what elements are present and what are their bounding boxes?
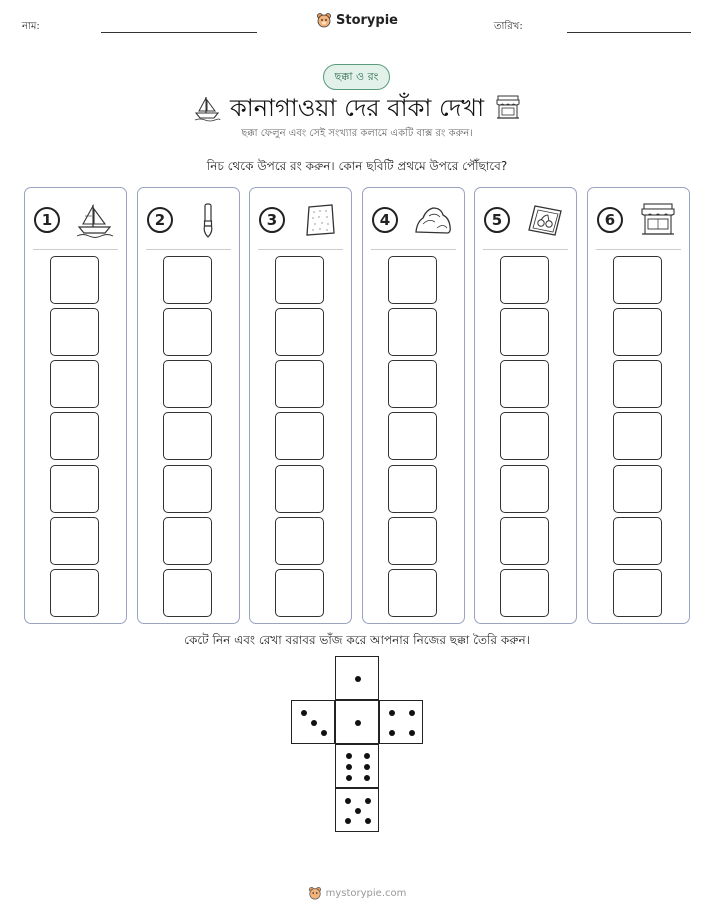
color-box[interactable] <box>500 412 549 460</box>
column-divider <box>146 249 231 250</box>
dice-pip <box>355 808 361 814</box>
brand-name: Storypie <box>336 12 398 28</box>
color-box[interactable] <box>163 360 212 408</box>
column-number: 1 <box>34 207 60 233</box>
column-header <box>34 205 70 235</box>
page-title: কানাগাওয়া দের বাঁকা দেখা <box>229 94 485 122</box>
name-line[interactable] <box>101 32 257 33</box>
dice-pip <box>346 753 352 759</box>
column-header <box>597 205 633 235</box>
column-number: 2 <box>147 207 173 233</box>
column-6 <box>587 187 690 624</box>
column-4 <box>362 187 465 624</box>
instruction-text: নিচ থেকে উপরে রং করুন। কোন ছবিটি প্রথমে উপরে পৌঁছাবে? <box>206 159 508 173</box>
dice-pip <box>345 818 351 824</box>
color-box[interactable] <box>388 412 437 460</box>
dice-pip <box>301 710 307 716</box>
column-header <box>372 205 408 235</box>
bear-icon <box>316 12 332 28</box>
color-box[interactable] <box>163 412 212 460</box>
column-3 <box>249 187 352 624</box>
color-box[interactable] <box>50 412 99 460</box>
color-box[interactable] <box>388 465 437 513</box>
color-box[interactable] <box>275 517 324 565</box>
color-box[interactable] <box>50 256 99 304</box>
column-number: 5 <box>484 207 510 233</box>
color-box[interactable] <box>500 517 549 565</box>
dice-pip <box>409 730 415 736</box>
dice-face <box>335 700 379 744</box>
color-box[interactable] <box>50 465 99 513</box>
dice-pip <box>355 720 361 726</box>
dice-pip <box>346 775 352 781</box>
footer-url[interactable]: mystorypie.com <box>325 887 407 899</box>
boat-icon <box>75 202 115 238</box>
footer <box>0 886 714 900</box>
dice-pip <box>389 710 395 716</box>
page-subtitle: ছক্কা ফেলুন এবং সেই সংখ্যার কলামে একটি বাক্স রং করুন। <box>241 128 473 139</box>
color-box[interactable] <box>500 256 549 304</box>
dice-pip <box>365 798 371 804</box>
column-header <box>259 205 295 235</box>
cherry-box-icon <box>525 202 565 238</box>
dice-pip <box>409 710 415 716</box>
dice-pip <box>311 720 317 726</box>
paper-icon <box>300 202 340 238</box>
color-box[interactable] <box>500 308 549 356</box>
color-box[interactable] <box>275 412 324 460</box>
color-box[interactable] <box>50 308 99 356</box>
color-box[interactable] <box>50 569 99 617</box>
shop-icon <box>494 93 522 121</box>
column-number: 3 <box>259 207 285 233</box>
dice-face <box>379 700 423 744</box>
column-number: 4 <box>372 207 398 233</box>
date-line[interactable] <box>567 32 691 33</box>
color-box[interactable] <box>275 569 324 617</box>
cut-instruction: কেটে নিন এবং রেখা বরাবর ভাঁজ করে আপনার নিজের ছক্কা তৈরি করুন। <box>184 633 530 647</box>
column-5 <box>474 187 577 624</box>
dice-face <box>335 656 379 700</box>
column-header <box>484 205 520 235</box>
brand-logo <box>0 12 714 28</box>
color-box[interactable] <box>275 465 324 513</box>
color-box[interactable] <box>50 360 99 408</box>
column-1 <box>24 187 127 624</box>
color-box[interactable] <box>613 256 662 304</box>
date-label: তারিখ: <box>494 21 523 32</box>
color-box[interactable] <box>613 412 662 460</box>
dice-pip <box>365 818 371 824</box>
color-box[interactable] <box>388 308 437 356</box>
color-box[interactable] <box>613 308 662 356</box>
column-divider <box>483 249 568 250</box>
color-box[interactable] <box>613 360 662 408</box>
column-2 <box>137 187 240 624</box>
dice-face <box>335 744 379 788</box>
column-divider <box>258 249 343 250</box>
column-divider <box>596 249 681 250</box>
category-badge: ছক্কা ও রং <box>323 64 390 90</box>
dice-pip <box>389 730 395 736</box>
color-box[interactable] <box>163 256 212 304</box>
column-number: 6 <box>597 207 623 233</box>
dice-pip <box>355 676 361 682</box>
shop-icon <box>638 202 678 238</box>
bear-icon <box>308 886 322 900</box>
color-box[interactable] <box>500 569 549 617</box>
dice-pip <box>364 753 370 759</box>
color-box[interactable] <box>50 517 99 565</box>
color-box[interactable] <box>163 308 212 356</box>
column-divider <box>371 249 456 250</box>
color-box[interactable] <box>163 517 212 565</box>
color-box[interactable] <box>500 465 549 513</box>
dice-pip <box>364 764 370 770</box>
name-label: নাম: <box>22 21 40 32</box>
paintbrush-icon <box>188 202 228 238</box>
color-box[interactable] <box>388 360 437 408</box>
color-box[interactable] <box>163 465 212 513</box>
color-box[interactable] <box>275 308 324 356</box>
color-box[interactable] <box>613 465 662 513</box>
dice-pip <box>364 775 370 781</box>
color-box[interactable] <box>275 360 324 408</box>
dice-pip <box>346 764 352 770</box>
color-box[interactable] <box>388 256 437 304</box>
dice-face <box>335 788 379 832</box>
color-box[interactable] <box>275 256 324 304</box>
column-divider <box>33 249 118 250</box>
column-header <box>147 205 183 235</box>
color-box[interactable] <box>388 569 437 617</box>
color-box[interactable] <box>613 569 662 617</box>
dice-face <box>291 700 335 744</box>
color-box[interactable] <box>388 517 437 565</box>
dice-pip <box>321 730 327 736</box>
color-box[interactable] <box>163 569 212 617</box>
dice-pip <box>345 798 351 804</box>
wave-icon <box>413 202 453 238</box>
color-box[interactable] <box>613 517 662 565</box>
color-box[interactable] <box>500 360 549 408</box>
